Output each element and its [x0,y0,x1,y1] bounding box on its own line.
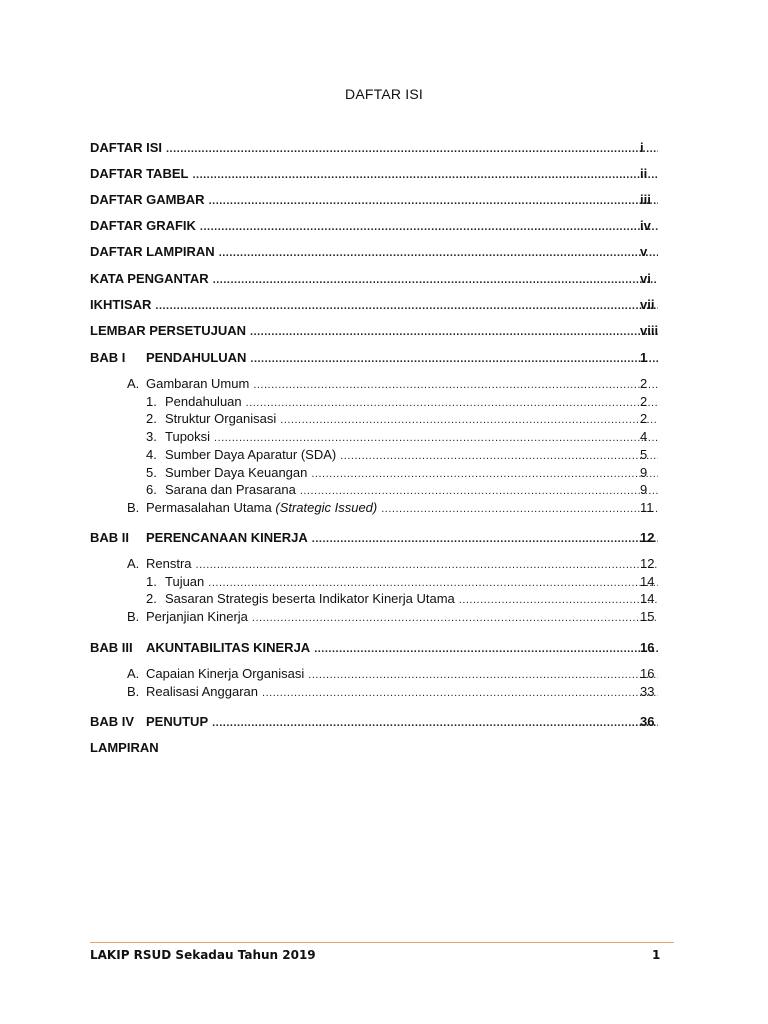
entry-label [127,684,258,700]
entry-label: DAFTAR GAMBAR [90,192,205,207]
entry-label: DAFTAR ISI [90,140,162,155]
dot-leader [214,430,658,446]
bab-title: PENDAHULUAN [146,350,247,365]
dot-leader [312,531,658,547]
entry-text: Struktur Organisasi [165,411,277,426]
dot-leader [219,245,658,261]
toc-item-tujuan[interactable] [146,574,660,591]
toc-item-sasaran-strategis[interactable] [146,591,660,608]
entry-page: iii [640,192,651,207]
entry-letter: A. [127,556,140,571]
toc-entry-lampiran[interactable]: LAMPIRAN [90,740,159,755]
dot-leader [200,219,658,235]
toc-item-tupoksi[interactable] [146,429,660,446]
entry-number: 2. [146,411,157,426]
entry-label: KATA PENGANTAR [90,271,209,286]
entry-page: 36 [640,714,655,729]
entry-label [127,666,304,682]
entry-text: Perjanjian Kinerja [146,609,248,624]
entry-label [90,350,246,366]
dot-leader [213,272,658,288]
entry-label [146,482,296,498]
entry-label: IKHTISAR [90,297,152,312]
entry-page: 1 [640,350,648,365]
entry-page: 16 [640,640,655,655]
entry-label [90,530,308,546]
toc-entry-bab-1[interactable] [90,350,660,367]
entry-page: 11 [640,500,654,515]
entry-letter: A. [127,376,140,391]
entry-number: 1. [146,574,157,589]
entry-page: 2 [640,394,648,409]
dot-leader [311,466,658,482]
entry-label [146,574,204,590]
toc-item-sarana-prasarana[interactable] [146,482,660,499]
toc-entry-daftar-tabel[interactable] [90,166,660,183]
bab-code: BAB II [90,530,129,545]
toc-title: DAFTAR ISI [345,86,423,102]
dot-leader [166,141,658,157]
toc-entry-ikhtisar[interactable] [90,297,660,314]
toc-entry-lembar-persetujuan[interactable] [90,323,660,340]
entry-letter: B. [127,500,140,515]
toc-entry-daftar-gambar[interactable] [90,192,660,209]
entry-text: Gambaran Umum [146,376,250,391]
entry-text: Sumber Daya Aparatur (SDA) [165,447,337,462]
entry-page: 2 [640,376,648,391]
entry-page: 33 [640,684,655,699]
entry-label [127,500,377,516]
entry-text: Realisasi Anggaran [146,684,259,699]
entry-text: Sarana dan Prasarana [165,482,296,497]
entry-page: 16 [640,666,655,681]
entry-number: 4. [146,447,157,462]
entry-letter: A. [127,666,140,681]
toc-item-sumber-daya-aparatur[interactable] [146,447,660,464]
entry-label [127,376,249,392]
dot-leader [208,575,658,591]
entry-label: DAFTAR LAMPIRAN [90,244,215,259]
entry-text: Permasalahan Utama [146,500,272,515]
toc-entry-bab-2[interactable] [90,530,660,547]
entry-text: Capaian Kinerja Organisasi [146,666,305,681]
entry-letter: B. [127,609,140,624]
entry-page: 2 [640,411,648,426]
dot-leader [192,167,658,183]
entry-page: 5 [640,447,648,462]
entry-page: 15 [640,609,655,624]
entry-label [90,714,208,730]
dot-leader [196,557,658,573]
entry-page: 14 [640,574,655,589]
toc-entry-kata-pengantar[interactable] [90,271,660,288]
toc-entry-daftar-lampiran[interactable] [90,244,660,261]
dot-leader [252,610,658,626]
entry-page: 9 [640,465,648,480]
toc-entry-bab-4[interactable] [90,714,660,731]
entry-page: 12 [640,530,655,545]
bab-code: BAB IV [90,714,135,729]
bab-title: PERENCANAAN KINERJA [146,530,308,545]
entry-page: iv [640,218,651,233]
entry-page: ii [640,166,648,181]
entry-text: Tupoksi [165,429,211,444]
toc-subentry-realisasi-anggaran[interactable] [127,684,660,701]
bab-title: PENUTUP [146,714,209,729]
entry-page: 9 [640,482,648,497]
footer-document-title: LAKIP RSUD Sekadau Tahun 2019 [90,948,316,962]
entry-page: 4 [640,429,648,444]
dot-leader [155,298,658,314]
entry-text: Renstra [146,556,192,571]
toc-item-sumber-daya-keuangan[interactable] [146,465,660,482]
entry-label: DAFTAR GRAFIK [90,218,196,233]
entry-number: 1. [146,394,157,409]
entry-number: 2. [146,591,157,606]
dot-leader [381,501,658,517]
entry-page: v [640,244,648,259]
dot-leader [250,324,658,340]
dot-leader [246,395,658,411]
toc-subentry-permasalahan-utama[interactable] [127,500,660,517]
toc-entry-bab-3[interactable] [90,640,660,657]
bab-title: AKUNTABILITAS KINERJA [146,640,311,655]
entry-page: viii [640,323,659,338]
entry-number: 6. [146,482,157,497]
dot-leader [300,483,658,499]
bab-code: BAB I [90,350,126,365]
dot-leader [262,685,658,701]
entry-page: vii [640,297,655,312]
toc-item-pendahuluan[interactable] [146,394,660,411]
dot-leader [209,193,658,209]
dot-leader [250,351,658,367]
entry-label [146,411,276,427]
dot-leader [280,412,658,428]
entry-page: i [640,140,644,155]
entry-label [146,447,336,463]
entry-number: 5. [146,465,157,480]
entry-label [90,640,310,656]
toc-subentry-renstra[interactable] [127,556,660,573]
entry-page: 12 [640,556,655,571]
entry-label [146,465,307,481]
bab-code: BAB III [90,640,133,655]
entry-page: 14 [640,591,655,606]
dot-leader [212,715,658,731]
entry-label [127,609,248,625]
toc-entry-daftar-grafik[interactable] [90,218,660,235]
toc-item-struktur-organisasi[interactable] [146,411,660,428]
entry-label: LEMBAR PERSETUJUAN [90,323,247,338]
dot-leader [308,667,658,683]
entry-label [146,591,455,607]
dot-leader [340,448,658,464]
dot-leader [314,641,658,657]
entry-text: Sumber Daya Keuangan [165,465,308,480]
entry-label [146,429,210,445]
entry-text: Sasaran Strategis beserta Indikator Kinerja Utama [165,591,455,606]
toc-entry-daftar-isi[interactable] [90,140,660,157]
footer-rule [90,942,674,943]
toc-subentry-gambaran-umum[interactable] [127,376,660,393]
entry-text: Pendahuluan [165,394,242,409]
footer-page-number: 1 [652,948,661,962]
entry-text-italic: (Strategic Issued) [275,500,378,515]
entry-text: Tujuan [165,574,205,589]
toc-subentry-capaian-kinerja[interactable] [127,666,660,683]
entry-label: DAFTAR TABEL [90,166,189,181]
entry-letter: B. [127,684,140,699]
entry-page: vi [640,271,651,286]
toc-subentry-perjanjian-kinerja[interactable] [127,609,660,626]
entry-label [146,394,242,410]
entry-label [127,556,192,572]
dot-leader [253,377,658,393]
dot-leader [459,592,658,608]
entry-number: 3. [146,429,157,444]
